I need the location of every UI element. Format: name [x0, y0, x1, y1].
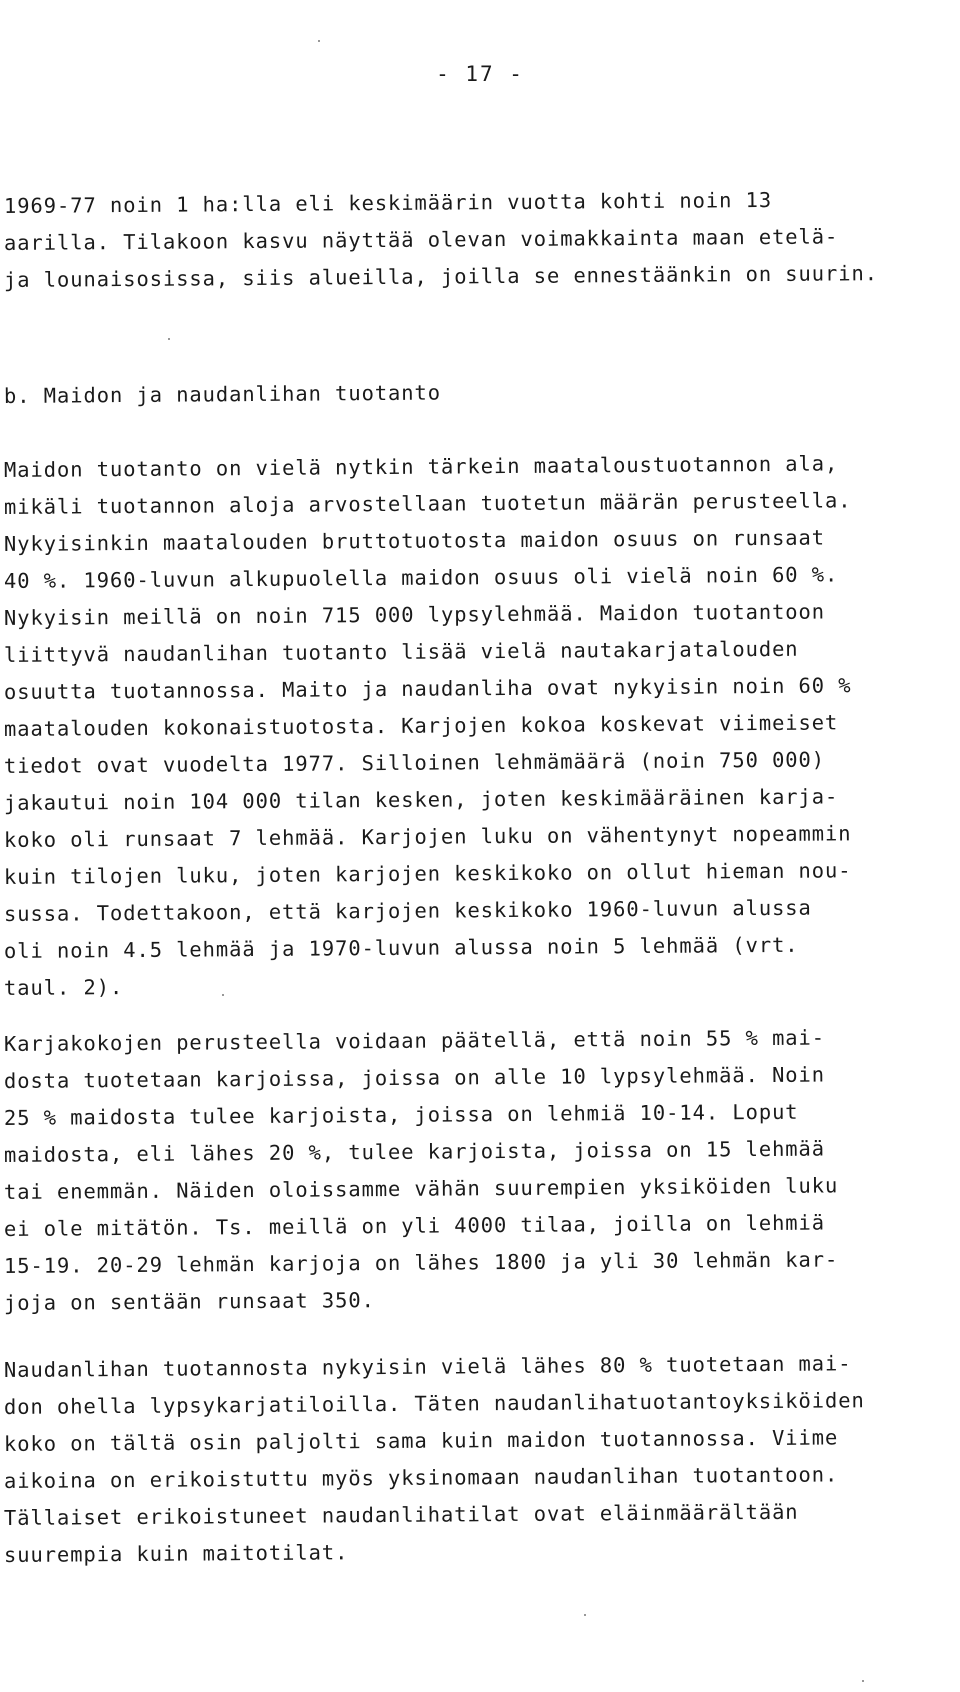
scan-speck — [584, 1614, 586, 1616]
intro-paragraph — [4, 188, 954, 299]
text-line: suurempia kuin maitotilat. — [3, 1540, 349, 1567]
text-line: dosta tuotetaan karjoissa, joissa on alle 10 lypsylehmää. Noin — [3, 1062, 826, 1093]
text-line: ei ole mitätön. Ts. meillä on yli 4000 tilaa, joilla on lehmiä — [3, 1210, 826, 1241]
section-heading: b. Maidon ja naudanlihan tuotanto — [3, 380, 442, 408]
text-line: osuutta tuotannossa. Maito ja naudanliha ovat nykyisin noin 60 % — [3, 673, 852, 704]
text-line: ja lounaisosissa, siis alueilla, joilla se ennestäänkin on suurin. — [3, 261, 879, 292]
scan-speck — [318, 40, 320, 42]
text-line: kuin tilojen luku, joten karjojen keskikoko on ollut hieman nou- — [3, 858, 852, 889]
text-line: joja on sentään runsaat 350. — [3, 1288, 375, 1315]
section-heading-block — [4, 378, 954, 415]
text-line: koko on tältä osin paljolti sama kuin maidon tuotannossa. Viime — [3, 1425, 839, 1456]
text-line: Karjakokojen perusteella voidaan päätellä, että noin 55 % mai- — [3, 1025, 826, 1056]
paragraph-herd-sizes — [4, 1026, 954, 1322]
text-line: maatalouden kokonaistuotosta. Karjojen kokoa koskevat viimeiset — [3, 710, 839, 741]
text-line: tai enemmän. Näiden oloissamme vähän suurempien yksiköiden luku — [3, 1173, 839, 1204]
text-line: don ohella lypsykarjatiloilla. Täten naudanlihatuotantoyksiköiden — [3, 1388, 865, 1419]
text-line: maidosta, eli lähes 20 %, tulee karjoista, joissa on 15 lehmää — [3, 1136, 826, 1167]
text-line: aikoina on erikoistuttu myös yksinomaan naudanlihan tuotantoon. — [3, 1462, 839, 1493]
text-line: mikäli tuotannon aloja arvostellaan tuotetun määrän perusteella. — [3, 488, 852, 519]
text-line: 25 % maidosta tulee karjoista, joissa on lehmiä 10-14. Loput — [3, 1099, 799, 1130]
text-line: aarilla. Tilakoon kasvu näyttää olevan voimakkainta maan etelä- — [3, 224, 839, 255]
text-line: Maidon tuotanto on vielä nytkin tärkein maataloustuotannon ala, — [3, 451, 839, 482]
text-line: Nykyisin meillä on noin 715 000 lypsylehmää. Maidon tuotantoon — [3, 599, 826, 630]
scan-speck — [222, 994, 224, 996]
text-line: Nykyisinkin maatalouden bruttotuotosta maidon osuus on runsaat — [3, 525, 826, 556]
paragraph-milk-production — [4, 452, 954, 1007]
page-number: - 17 - — [436, 62, 524, 86]
text-line: oli noin 4.5 lehmää ja 1970-luvun alussa noin 5 lehmää (vrt. — [3, 932, 799, 963]
text-line: tiedot ovat vuodelta 1977. Silloinen lehmämäärä (noin 750 000) — [3, 747, 826, 778]
text-line: Naudanlihan tuotannosta nykyisin vielä lähes 80 % tuotetaan mai- — [3, 1351, 852, 1382]
text-line: jakautui noin 104 000 tilan kesken, joten keskimääräinen karja- — [3, 784, 839, 815]
text-line: 15-19. 20-29 lehmän karjoja on lähes 1800 ja yli 30 lehmän kar- — [3, 1247, 839, 1278]
text-line: taul. 2). — [3, 975, 124, 1000]
text-line: liittyvä naudanlihan tuotanto lisää vielä nautakarjatalouden — [3, 636, 799, 667]
scan-speck — [168, 338, 170, 340]
paragraph-beef-production — [4, 1352, 954, 1574]
text-line: Tällaiset erikoistuneet naudanlihatilat ovat eläinmäärältään — [3, 1499, 799, 1530]
text-line: 40 %. 1960-luvun alkupuolella maidon osuus oli vielä noin 60 %. — [3, 562, 839, 593]
text-line: 1969-77 noin 1 ha:lla eli keskimäärin vuotta kohti noin 13 — [3, 187, 773, 218]
scan-speck — [862, 1680, 864, 1682]
text-line: sussa. Todettakoon, että karjojen keskikoko 1960-luvun alussa — [3, 895, 812, 926]
text-line: koko oli runsaat 7 lehmää. Karjojen luku on vähentynyt nopeammin — [3, 821, 852, 852]
